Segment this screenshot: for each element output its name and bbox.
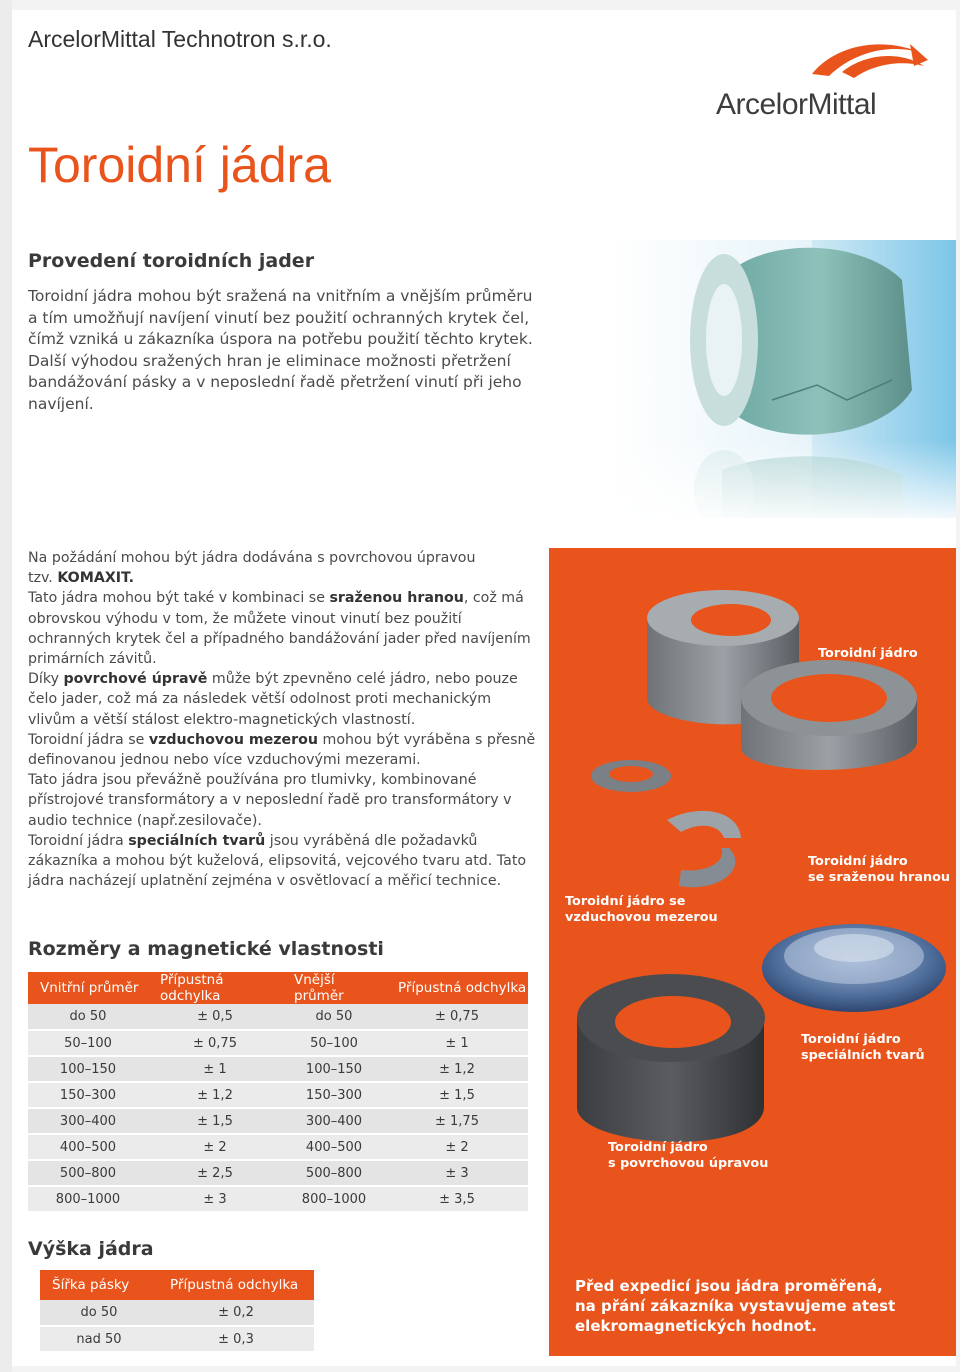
table-cell: nad 50: [40, 1326, 158, 1352]
intro-line: bandážování pásky a v neposlední řadě přetržení vinutí při jeho navíjení.: [28, 373, 522, 413]
table-cell: ± 0,2: [158, 1300, 314, 1326]
table-cell: 800–1000: [28, 1186, 148, 1212]
label-line: Toroidní jádro: [808, 854, 908, 869]
logo-wordmark: ArcelorMittal: [716, 88, 877, 121]
table-cell: ± 1,5: [148, 1108, 282, 1134]
bold-text: KOMAXIT.: [57, 570, 134, 587]
table-header-row: [28, 972, 528, 1004]
table-cell: ± 3,5: [386, 1186, 528, 1212]
intro-line: Další výhodou sražených hran je eliminace možnosti přetržení: [28, 351, 511, 370]
section-heading-dimensions: Rozměry a magnetické vlastnosti: [28, 938, 384, 960]
bold-text: vzduchovou mezerou: [148, 731, 319, 748]
label-line: se sraženou hranou: [808, 870, 950, 885]
text: mohou být vyráběna s přesně definovanou jednou nebo více vzduchovými mezerami.: [28, 731, 536, 769]
table-cell: 50–100: [282, 1030, 386, 1056]
label-air-gap-core: [565, 894, 718, 926]
table-cell: do 50: [28, 1004, 148, 1030]
table-header-row: [40, 1270, 314, 1300]
product-images: [549, 548, 956, 1356]
column-header: Přípustná odchylka: [148, 972, 282, 1004]
bold-text: speciálních tvarů: [128, 832, 266, 849]
text: , což má obrovskou výhodu v tom, že můžete vinout vinutí bez použití ochranných krytek čel a případného bandážování jader před navíjením primárních závitů.: [28, 590, 531, 668]
table-cell: 500–800: [28, 1160, 148, 1186]
table-row: [28, 1004, 528, 1030]
table-cell: ± 2: [148, 1134, 282, 1160]
table-row: [28, 1134, 528, 1160]
text: Díky: [28, 671, 64, 688]
table-cell: 400–500: [28, 1134, 148, 1160]
table-cell: ± 3: [148, 1186, 282, 1212]
paragraph: [28, 831, 538, 892]
label-coated-core: [608, 1140, 768, 1172]
table-row: [28, 1056, 528, 1082]
height-table: [40, 1270, 314, 1353]
intro-line: a tím umožňují navíjení vinutí bez použití ochranných krytek čel,: [28, 308, 530, 327]
toroidal-core-photo: [612, 240, 956, 518]
text: Toroidní jádra: [28, 832, 129, 849]
section-heading-height: Výška jádra: [28, 1238, 154, 1260]
section-heading-design: Provedení toroidních jader: [28, 250, 315, 272]
table-cell: ± 1,5: [386, 1082, 528, 1108]
table-row: [40, 1300, 314, 1326]
column-header: Přípustná odchylka: [158, 1270, 314, 1300]
paragraph: [28, 568, 538, 588]
text: Toroidní jádra se: [28, 731, 149, 748]
note-line: Před expedicí jsou jádra proměřená,: [575, 1277, 883, 1295]
text: může být zpevněno celé jádro, nebo pouze čelo jader, což má za následek větší odolnost proti mechanickým vlivům a větší stálost elektro-magnetických vlastností.: [28, 671, 518, 728]
table-cell: ± 0,5: [148, 1004, 282, 1030]
table-cell: 150–300: [282, 1082, 386, 1108]
table-cell: 500–800: [282, 1160, 386, 1186]
note-line: na přání zákazníka vystavujeme atest: [575, 1297, 896, 1315]
table-cell: ± 1,75: [386, 1108, 528, 1134]
table-cell: ± 3: [386, 1160, 528, 1186]
label-toroidal-core: Toroidní jádro: [818, 646, 918, 661]
table-cell: 300–400: [282, 1108, 386, 1134]
bold-text: sraženou hranou: [329, 590, 464, 607]
table-cell: 800–1000: [282, 1186, 386, 1212]
table-row: [28, 1186, 528, 1212]
intro-line: čímž vzniká u zákazníka úspora na potřebu použití těchto krytek.: [28, 330, 533, 348]
table-cell: 50–100: [28, 1030, 148, 1056]
inspection-note: [575, 1276, 935, 1336]
table-cell: 150–300: [28, 1082, 148, 1108]
label-special-shape-core: [801, 1032, 925, 1064]
note-line: elekromagnetických hodnot.: [575, 1317, 817, 1335]
table-row: [28, 1160, 528, 1186]
table-cell: ± 0,75: [148, 1030, 282, 1056]
table-cell: ± 1,2: [148, 1082, 282, 1108]
table-cell: ± 0,3: [158, 1326, 314, 1352]
paragraph: Tato jádra jsou převážně používána pro tlumivky, kombinované přístrojové transformátory a v neposlední řadě pro transformátory v audio technice (např.zesilovače).: [28, 772, 512, 829]
page-title: Toroidní jádra: [28, 137, 331, 193]
label-chamfered-core: [808, 854, 950, 886]
column-header: Přípustná odchylka: [386, 972, 528, 1004]
table-row: [28, 1082, 528, 1108]
label-line: Toroidní jádro: [608, 1140, 708, 1155]
dimensions-table: [28, 972, 528, 1213]
label-line: s povrchovou úpravou: [608, 1156, 769, 1171]
paragraph: [28, 588, 538, 669]
table-row: [28, 1030, 528, 1056]
table-cell: ± 1: [148, 1056, 282, 1082]
table-cell: do 50: [40, 1300, 158, 1326]
intro-line: Toroidní jádra mohou být sražená na vnitřním a vnějším průměru: [28, 287, 533, 305]
company-name: ArcelorMittal Technotron s.r.o.: [28, 26, 332, 52]
text: Tato jádra mohou být také v kombinaci se: [28, 590, 330, 607]
paragraph: Na požádání mohou být jádra dodávána s povrchovou úpravou: [28, 550, 476, 566]
text: jsou vyráběná dle požadavků zákazníka a mohou být kuželová, elipsovitá, vejcového tvaru atd. Tato jádra nacházejí uplatnění zejména v osvětlovací a měřicí technice.: [28, 832, 527, 890]
intro-paragraph: [28, 286, 588, 415]
table-cell: do 50: [282, 1004, 386, 1030]
table-cell: 300–400: [28, 1108, 148, 1134]
table-cell: 100–150: [28, 1056, 148, 1082]
table-cell: 100–150: [282, 1056, 386, 1082]
label-line: Toroidní jádro: [801, 1032, 901, 1047]
paragraph: [28, 669, 538, 730]
column-header: Vnější průměr: [282, 972, 386, 1004]
table-cell: ± 1: [386, 1030, 528, 1056]
label-line: vzduchovou mezerou: [565, 910, 718, 925]
table-row: [28, 1108, 528, 1134]
body-text: [28, 548, 538, 891]
table-cell: ± 0,75: [386, 1004, 528, 1030]
label-line: speciálních tvarů: [801, 1048, 925, 1063]
label-line: Toroidní jádro se: [565, 894, 686, 909]
column-header: Šířka pásky: [40, 1270, 158, 1300]
column-header: Vnitřní průměr: [28, 972, 148, 1004]
table-cell: 400–500: [282, 1134, 386, 1160]
bold-text: povrchové úpravě: [63, 671, 208, 688]
paragraph: [28, 730, 538, 770]
table-row: [40, 1326, 314, 1352]
table-cell: ± 2,5: [148, 1160, 282, 1186]
page-margin: [0, 0, 12, 1372]
table-cell: ± 1,2: [386, 1056, 528, 1082]
table-cell: ± 2: [386, 1134, 528, 1160]
text: tzv.: [28, 570, 58, 587]
